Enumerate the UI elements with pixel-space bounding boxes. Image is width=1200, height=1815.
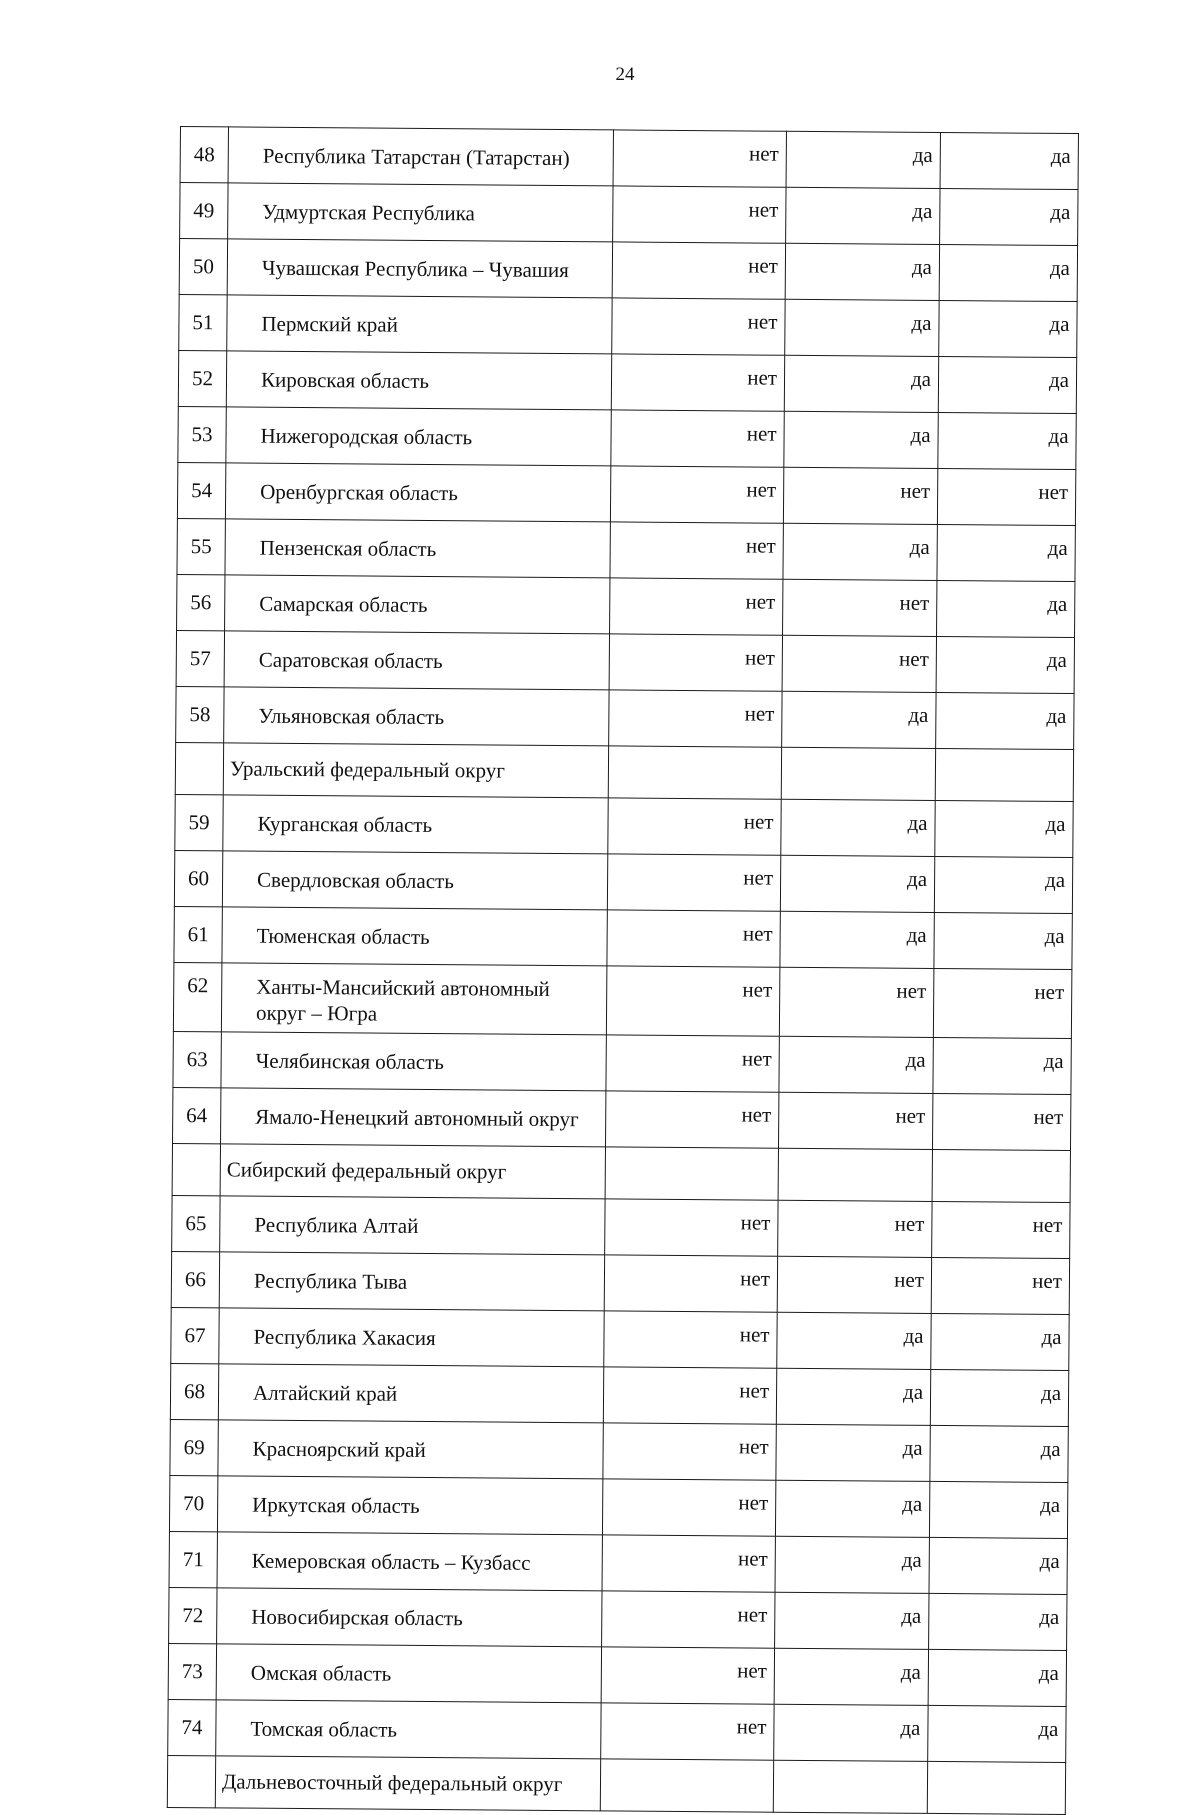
region-name: Оренбургская область — [225, 463, 610, 522]
value-cell-3: да — [936, 636, 1074, 693]
table-row — [168, 1643, 1066, 1706]
value-cell-3: да — [934, 856, 1072, 913]
value-cell-1: нет — [605, 1199, 778, 1256]
region-name: Пермский край — [227, 295, 612, 354]
row-number: 56 — [177, 574, 225, 630]
row-number: 65 — [172, 1195, 220, 1251]
value-cell-2 — [778, 1148, 932, 1201]
value-cell-3: да — [930, 1369, 1068, 1426]
region-name: Ханты-Мансийский автономный округ – Югра — [221, 963, 607, 1035]
value-cell-3: да — [929, 1593, 1067, 1650]
table-row — [170, 1363, 1068, 1426]
row-number-cell — [167, 1755, 215, 1807]
section-title: Уральский федеральный округ — [223, 743, 608, 798]
value-cell-2: да — [785, 299, 939, 356]
value-cell-3 — [932, 1149, 1070, 1202]
value-cell-3: да — [940, 188, 1078, 245]
row-number: 71 — [169, 1531, 217, 1587]
value-cell-1: нет — [603, 1423, 776, 1480]
value-cell-3: нет — [937, 468, 1075, 525]
row-number: 74 — [168, 1699, 216, 1755]
value-cell-3: да — [938, 356, 1076, 413]
row-number: 54 — [177, 462, 225, 518]
value-cell-3: да — [928, 1705, 1066, 1762]
value-cell-1: нет — [610, 466, 783, 523]
region-name: Нижегородская область — [226, 407, 611, 466]
value-cell-2: да — [784, 355, 938, 412]
row-number: 57 — [176, 630, 224, 686]
value-cell-1: нет — [607, 910, 780, 967]
table-body — [167, 127, 1078, 1815]
region-name: Иркутская область — [217, 1476, 602, 1535]
value-cell-2 — [781, 747, 935, 800]
table-row — [176, 686, 1074, 749]
value-cell-2: да — [781, 799, 935, 856]
value-cell-3: да — [937, 580, 1075, 637]
table-row — [169, 1531, 1067, 1594]
value-cell-3: да — [937, 524, 1075, 581]
page-number: 24 — [615, 64, 635, 85]
value-cell-2: нет — [779, 967, 934, 1037]
region-name: Омская область — [216, 1644, 601, 1703]
value-cell-1: нет — [604, 1255, 777, 1312]
regions-table — [167, 126, 1079, 1815]
value-cell-3: да — [940, 132, 1078, 189]
value-cell-1: нет — [602, 1479, 775, 1536]
region-name: Курганская область — [223, 795, 608, 854]
value-cell-1: нет — [605, 1091, 778, 1148]
value-cell-3: нет — [932, 1201, 1070, 1258]
row-number: 59 — [175, 794, 223, 850]
table-row — [171, 1251, 1069, 1314]
row-number: 72 — [169, 1587, 217, 1643]
section-row — [175, 742, 1073, 801]
value-cell-1: нет — [601, 1703, 774, 1760]
row-number: 64 — [173, 1087, 221, 1143]
value-cell-2: да — [777, 1312, 931, 1369]
value-cell-1: нет — [609, 634, 782, 691]
value-cell-3 — [927, 1761, 1065, 1814]
table-row — [178, 350, 1076, 413]
table-row — [177, 574, 1075, 637]
region-name: Тюменская область — [222, 907, 607, 966]
region-name: Новосибирская область — [217, 1588, 602, 1647]
value-cell-1: нет — [606, 1035, 779, 1092]
table-row — [169, 1587, 1067, 1650]
table-row — [175, 794, 1073, 857]
value-cell-1: нет — [612, 242, 785, 299]
region-name: Самарская область — [225, 575, 610, 634]
table-row — [173, 1087, 1071, 1150]
row-number-cell — [172, 1143, 220, 1195]
value-cell-2: да — [775, 1592, 929, 1649]
region-name: Свердловская область — [222, 851, 607, 910]
value-cell-3: да — [928, 1649, 1066, 1706]
value-cell-1: нет — [602, 1535, 775, 1592]
row-number: 69 — [170, 1419, 218, 1475]
region-name: Республика Алтай — [220, 1196, 605, 1255]
value-cell-3: да — [939, 300, 1077, 357]
value-cell-1: нет — [613, 186, 786, 243]
value-cell-3: да — [933, 1037, 1071, 1094]
row-number: 50 — [179, 239, 227, 295]
row-number: 66 — [171, 1251, 219, 1307]
table-row — [168, 1699, 1066, 1762]
region-name: Красноярский край — [218, 1420, 603, 1479]
region-name: Пензенская область — [225, 519, 610, 578]
value-cell-2: да — [786, 131, 940, 188]
region-name: Кировская область — [226, 351, 611, 410]
table-row — [174, 906, 1072, 969]
table-row — [173, 1031, 1071, 1094]
value-cell-3: да — [936, 692, 1074, 749]
region-name: Кемеровская область – Кузбасс — [217, 1532, 602, 1591]
row-number: 52 — [178, 350, 226, 406]
value-cell-3: да — [934, 912, 1072, 969]
row-number: 58 — [176, 686, 224, 742]
value-cell-1: нет — [611, 354, 784, 411]
value-cell-3: нет — [933, 968, 1072, 1038]
row-number: 48 — [180, 127, 228, 183]
value-cell-2: да — [780, 911, 934, 968]
value-cell-2: нет — [783, 579, 937, 636]
value-cell-3: да — [939, 244, 1077, 301]
section-row — [167, 1755, 1065, 1814]
value-cell-1 — [605, 1147, 778, 1200]
value-cell-3: да — [935, 800, 1073, 857]
table-row — [179, 239, 1077, 302]
table-row — [176, 630, 1074, 693]
table-row — [178, 406, 1076, 469]
region-name: Чувашская Республика – Чувашия — [227, 239, 612, 298]
value-cell-2: да — [774, 1704, 928, 1761]
value-cell-2: нет — [782, 635, 936, 692]
value-cell-3: да — [929, 1537, 1067, 1594]
value-cell-2: да — [774, 1648, 928, 1705]
value-cell-1: нет — [610, 522, 783, 579]
value-cell-3: да — [938, 412, 1076, 469]
value-cell-2: да — [775, 1480, 929, 1537]
value-cell-2: нет — [778, 1200, 932, 1257]
table-row — [179, 294, 1077, 357]
region-name: Алтайский край — [218, 1364, 603, 1423]
value-cell-2: да — [785, 243, 939, 300]
value-cell-1: нет — [602, 1591, 775, 1648]
region-name: Республика Татарстан (Татарстан) — [228, 127, 613, 186]
table-row — [171, 1307, 1069, 1370]
row-number: 49 — [180, 183, 228, 239]
row-number: 62 — [173, 962, 222, 1031]
table-row — [180, 127, 1078, 190]
value-cell-3: да — [931, 1313, 1069, 1370]
table-row — [170, 1419, 1068, 1482]
value-cell-1: нет — [601, 1647, 774, 1704]
row-number: 55 — [177, 518, 225, 574]
region-name: Ямало-Ненецкий автономный округ — [221, 1088, 606, 1147]
region-name: Удмуртская Республика — [228, 183, 613, 242]
row-number: 51 — [179, 294, 227, 350]
section-title: Сибирский федеральный округ — [220, 1144, 605, 1199]
value-cell-2: да — [782, 691, 936, 748]
value-cell-3: да — [929, 1481, 1067, 1538]
value-cell-1: нет — [611, 410, 784, 467]
value-cell-3: нет — [931, 1257, 1069, 1314]
row-number: 63 — [173, 1031, 221, 1087]
value-cell-1: нет — [613, 130, 786, 187]
value-cell-2: да — [780, 855, 934, 912]
table-row — [180, 183, 1078, 246]
table-row — [174, 850, 1072, 913]
section-title: Дальневосточный федеральный округ — [215, 1756, 600, 1811]
value-cell-2: да — [775, 1536, 929, 1593]
row-number: 67 — [171, 1307, 219, 1363]
value-cell-2: да — [779, 1036, 933, 1093]
table-row — [177, 462, 1075, 525]
region-name: Челябинская область — [221, 1032, 606, 1091]
value-cell-3: нет — [932, 1093, 1070, 1150]
section-row — [172, 1143, 1070, 1202]
row-number: 61 — [174, 906, 222, 962]
value-cell-1: нет — [612, 298, 785, 355]
value-cell-1: нет — [609, 690, 782, 747]
row-number-cell — [175, 742, 223, 794]
value-cell-2: да — [776, 1368, 930, 1425]
value-cell-2 — [773, 1760, 927, 1813]
value-cell-2: нет — [778, 1092, 932, 1149]
value-cell-1: нет — [604, 1311, 777, 1368]
value-cell-1: нет — [608, 798, 781, 855]
value-cell-1: нет — [607, 854, 780, 911]
value-cell-2: нет — [777, 1256, 931, 1313]
value-cell-1: нет — [606, 966, 780, 1036]
region-name: Ульяновская область — [224, 687, 609, 746]
value-cell-1: нет — [603, 1367, 776, 1424]
table-row — [169, 1475, 1067, 1538]
value-cell-3 — [935, 748, 1073, 801]
value-cell-2: нет — [783, 467, 937, 524]
region-name: Саратовская область — [224, 631, 609, 690]
row-number: 68 — [170, 1363, 218, 1419]
row-number: 53 — [178, 406, 226, 462]
row-number: 73 — [168, 1643, 216, 1699]
table-row — [173, 962, 1072, 1038]
region-name: Томская область — [216, 1700, 601, 1759]
value-cell-2: да — [784, 411, 938, 468]
value-cell-2: да — [786, 187, 940, 244]
table-row — [177, 518, 1075, 581]
value-cell-2: да — [783, 523, 937, 580]
value-cell-1 — [600, 1759, 773, 1812]
row-number: 70 — [169, 1475, 217, 1531]
region-name: Республика Хакасия — [219, 1308, 604, 1367]
value-cell-1 — [608, 746, 781, 799]
region-name: Республика Тыва — [219, 1252, 604, 1311]
value-cell-2: да — [776, 1424, 930, 1481]
value-cell-1: нет — [610, 578, 783, 635]
row-number: 60 — [174, 850, 222, 906]
table-row — [172, 1195, 1070, 1258]
value-cell-3: да — [930, 1425, 1068, 1482]
